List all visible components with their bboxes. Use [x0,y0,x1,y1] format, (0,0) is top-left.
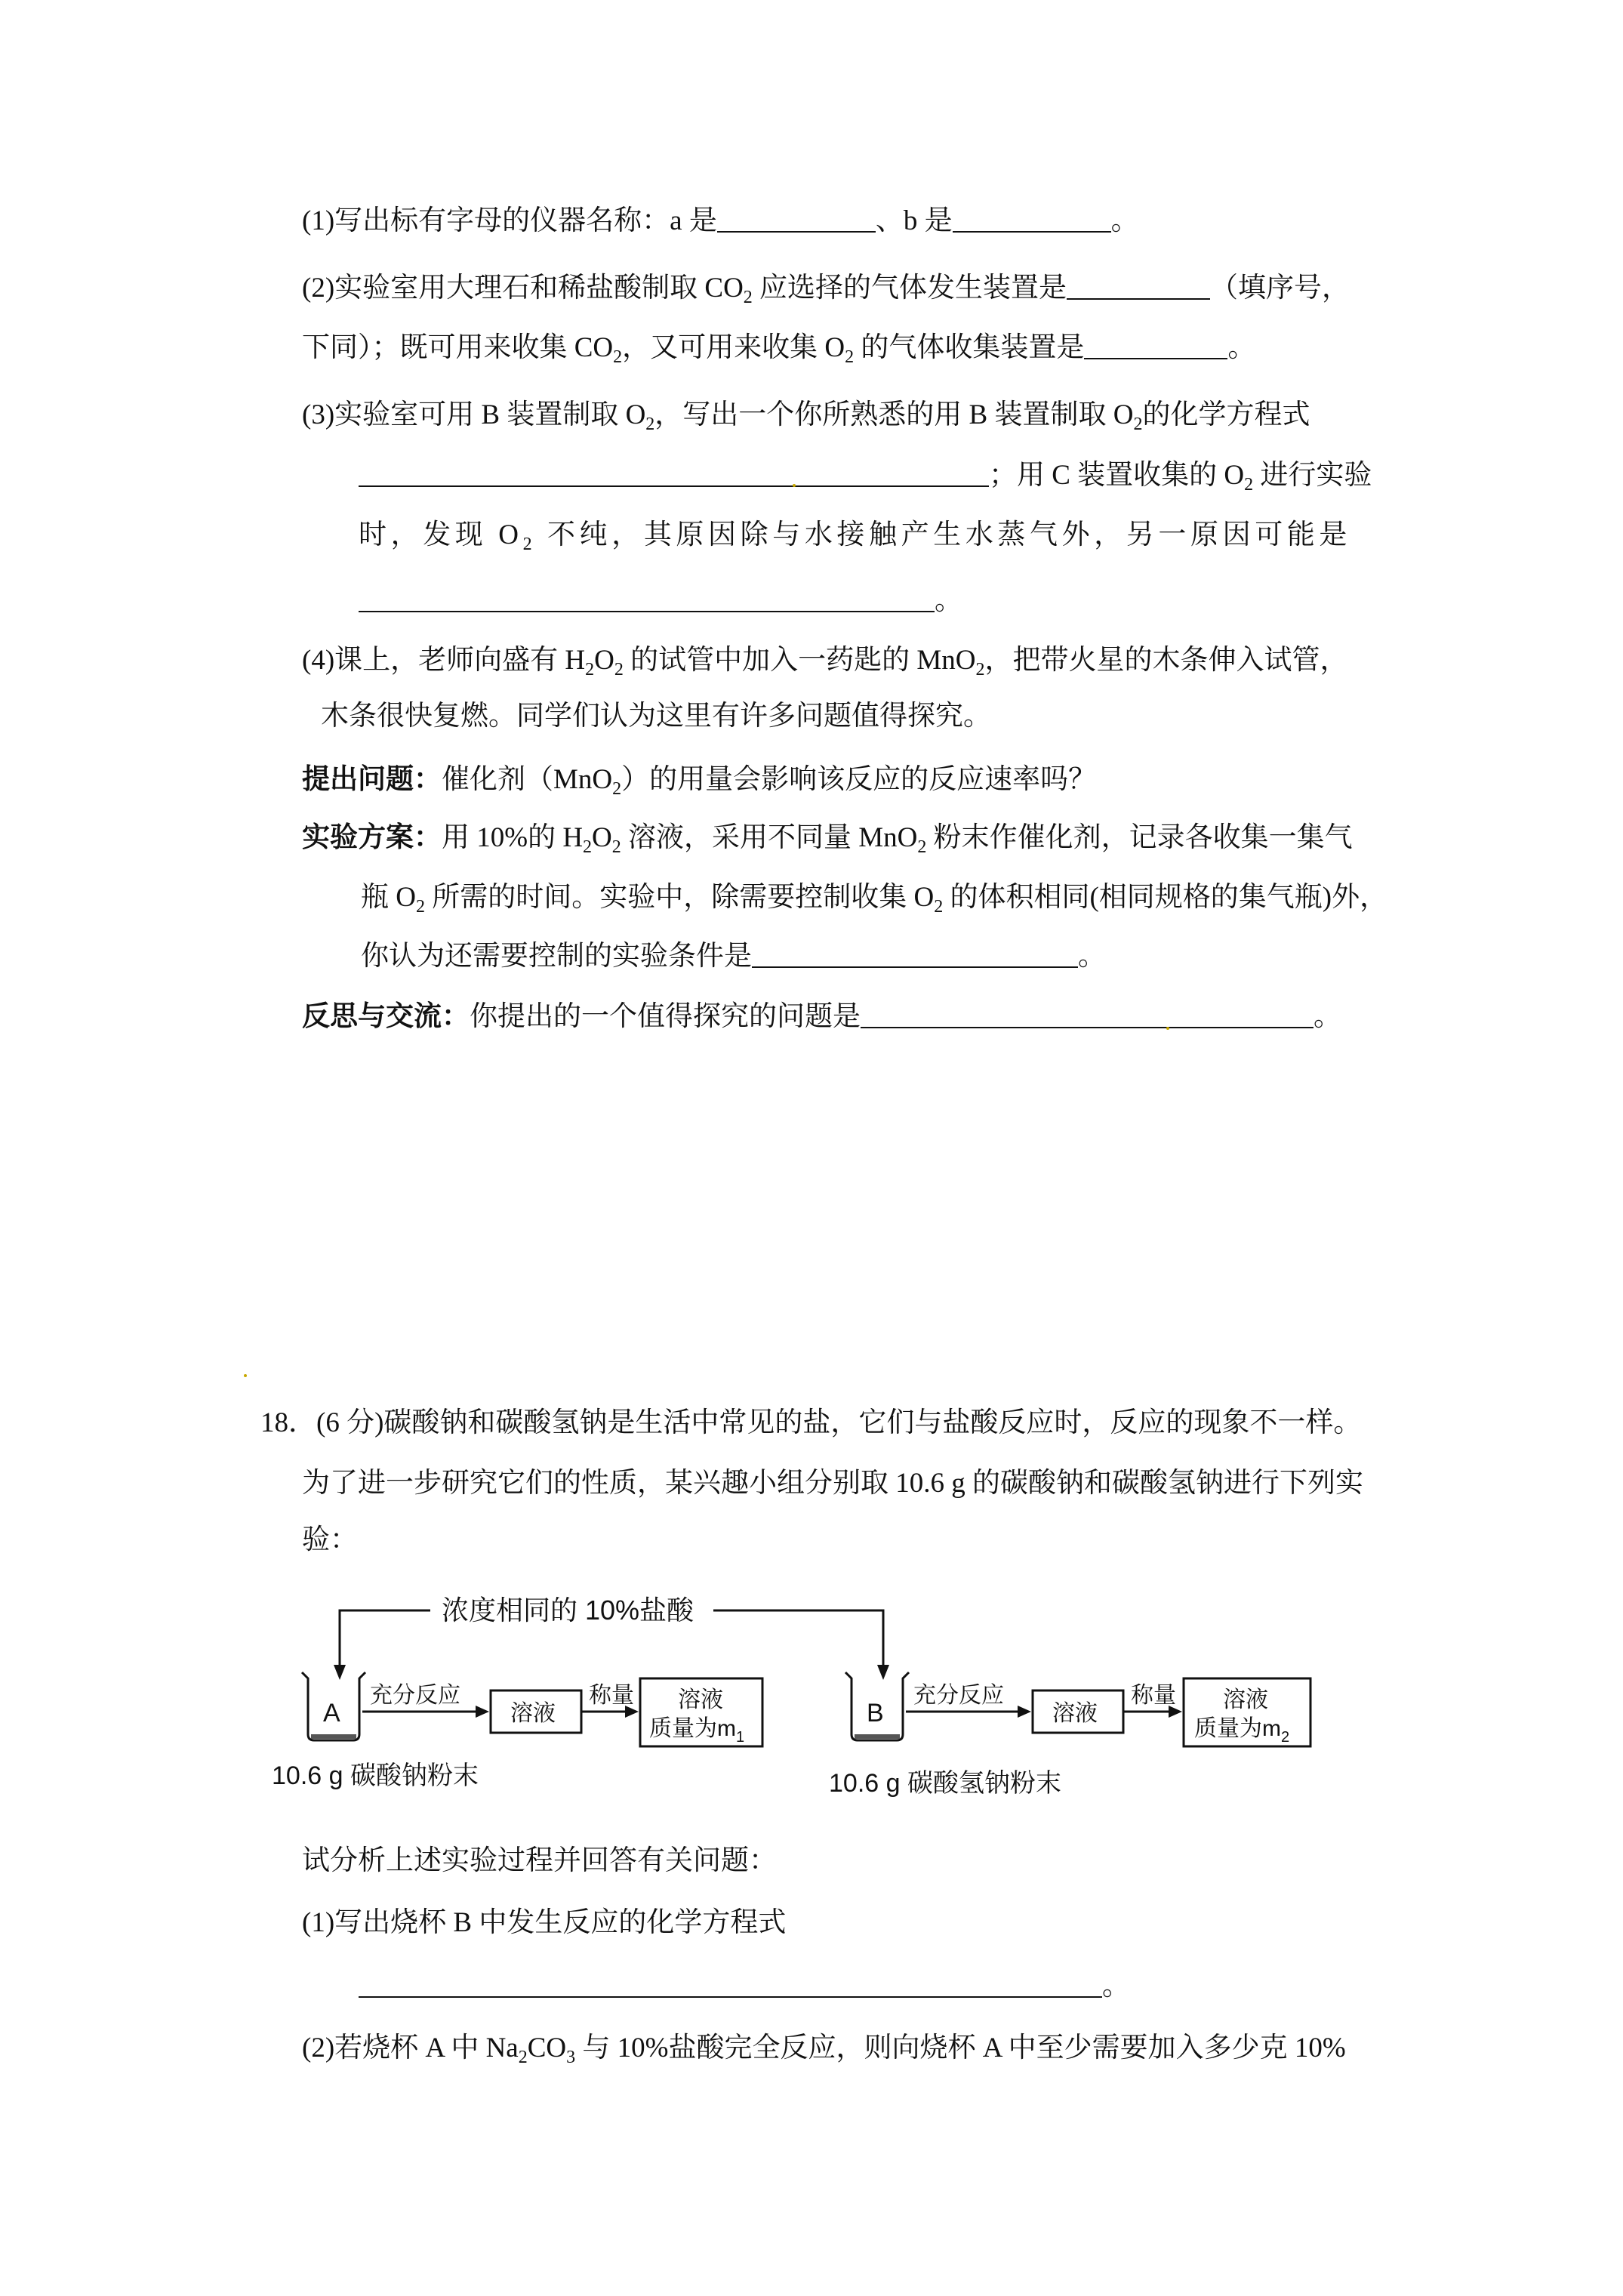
box-b-mass-line2: 质量为$m_2$ [1194,1716,1290,1746]
q17-part3-line1: (3)实验室可用 B 装置制取 $O_2$，写出一个你所熟悉的用 B 装置制取 $O_2$的化学方程式 [302,399,1310,434]
q18-sub1: (1)写出烧杯 B 中发生反应的化学方程式 [302,1907,787,1938]
q17-part2-line1: (2)实验室用大理石和稀盐酸制取 $CO_2$ 应选择的气体发生装置是 （填序号， [302,273,1350,307]
q18-line1: 18．(6 分)碳酸钠和碳酸氢钠是生活中常见的盐，它们与盐酸反应时，反应的现象不一样。 [260,1407,1362,1438]
beaker-b-powder [855,1734,900,1739]
stray-mark [793,484,796,487]
stray-mark [244,1374,247,1377]
answer-blank-b[interactable] [953,204,1111,233]
step-weigh-a: 称量 [589,1683,634,1708]
q18-sub2: (2)若烧杯 A 中 $Na_2CO_3$ 与 10%盐酸完全反应，则向烧杯 A 中至少需要加入多少克 10% [302,2032,1346,2067]
q17-part3-line3: 时，发现 $O_2$ 不纯，其原因除与水接触产生水蒸气外，另一原因可能是 [359,519,1352,554]
acid-arrowhead-b [877,1665,889,1680]
q17-plan-line3: 你认为还需要控制的实验条件是 。 [361,941,1106,972]
answer-blank-equation[interactable] [359,458,989,487]
caption-b: 10.6 g 碳酸氢钠粉末 [829,1769,1061,1798]
label-raise-question: 提出问题： [302,764,442,795]
step-react-b: 充分反应 [913,1683,1004,1708]
box-b-solution-text: 溶液 [1052,1701,1098,1726]
answer-blank-question[interactable] [861,1000,1313,1028]
q17-plan-line2: 瓶 $O_2$ 所需的时间。实验中，除需要控制收集 $O_2$ 的体积相同(相同规格的集气瓶)外， [361,882,1388,917]
caption-a: 10.6 g 碳酸钠粉末 [272,1761,479,1790]
arrowhead-b-react [1018,1706,1031,1718]
diagram-acid-label: 浓度相同的 10%盐酸 [442,1595,694,1626]
answer-blank-collector[interactable] [1084,331,1227,359]
answer-blank-impure-reason[interactable] [359,584,935,612]
box-a-mass-line2: 质量为$m_1$ [649,1716,745,1746]
answer-blank-generator[interactable] [1067,271,1210,300]
beaker-b-label: B [867,1699,884,1727]
q17-part3-line4: 。 [359,582,962,620]
stray-mark [1166,1027,1169,1030]
box-b-mass-line1: 溶液 [1223,1687,1268,1712]
label-reflection: 反思与交流： [302,1001,470,1032]
q17-reflection: 反思与交流：你提出的一个值得探究的问题是 。 [302,1001,1341,1032]
step-react-a: 充分反应 [370,1683,460,1708]
box-a-mass-line1: 溶液 [678,1687,723,1712]
answer-blank-condition[interactable] [752,939,1078,968]
step-weigh-b: 称量 [1131,1683,1176,1708]
answer-blank-a[interactable] [717,204,876,233]
q17-part2-line2: 下同）；既可用来收集 $CO_2$，又可用来收集 $O_2$ 的气体收集装置是 。 [302,332,1256,367]
acid-arrow-to-b [713,1610,883,1669]
beaker-a-label: A [323,1699,340,1727]
q17-part4-line2: 木条很快复燃。同学们认为这里有许多问题值得探究。 [321,701,991,732]
q18-line2: 为了进一步研究它们的性质，某兴趣小组分别取 10.6 g 的碳酸钠和碳酸氢钠进行下列实 [302,1468,1363,1499]
q18-analyze: 试分析上述实验过程并回答有关问题： [302,1845,777,1876]
answer-blank-equation-b[interactable] [359,1969,1102,1998]
arrowhead-a-react [476,1706,489,1718]
beaker-a-powder [311,1734,356,1739]
q18-line3: 验： [302,1524,358,1555]
q17-plan-line1: 实验方案：用 10%的 $H_2O_2$ 溶液，采用不同量 MnO$_2$ 粉末作催化剂，记录各收集一集气 [302,822,1353,857]
q17-part4-line1: (4)课上，老师向盛有 $H_2O_2$ 的试管中加入一药匙的 MnO$_2$，把带火星的木条伸入试管， [302,645,1348,680]
q18-sub1-answer: 。 [359,1968,1130,2005]
label-experiment-plan: 实验方案： [302,822,442,853]
box-a-solution-text: 溶液 [510,1701,556,1726]
q17-raise-question: 提出问题：催化剂（MnO$_2$）的用量会影响该反应的反应速率吗？ [302,764,1097,799]
experiment-flow-diagram [264,1589,1336,1816]
q17-part3-line2: ；用 C 装置收集的 $O_2$ 进行实验 [359,457,1372,495]
acid-arrowhead-a [334,1665,346,1680]
acid-arrow-to-a [340,1610,430,1669]
q17-part1: (1)写出标有字母的仪器名称：a 是 、b 是 。 [302,205,1139,236]
